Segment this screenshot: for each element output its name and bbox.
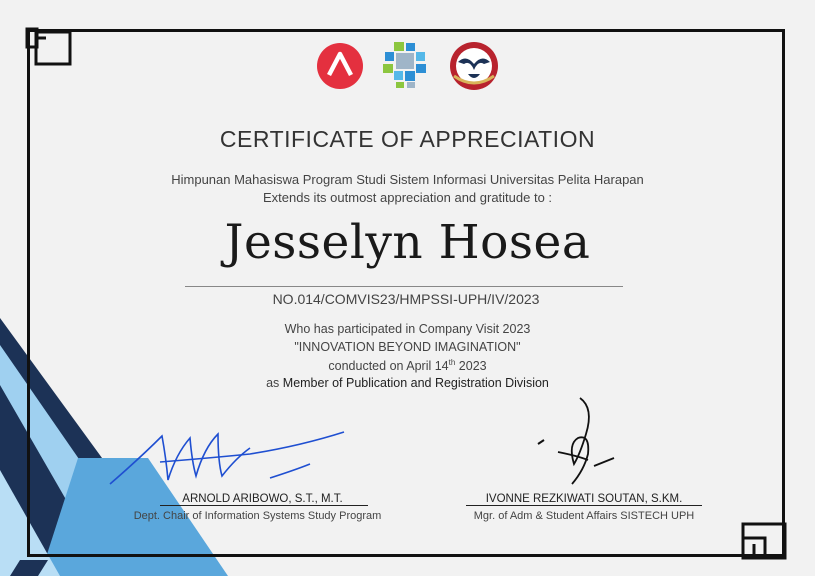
bottom-right-corner-ornament: [740, 520, 790, 562]
certificate-number: NO.014/COMVIS23/HMPSSI-UPH/IV/2023: [272, 291, 540, 307]
top-left-corner-ornament: [24, 26, 74, 68]
role-line: [0, 376, 815, 390]
date-prefix: conducted on April 14: [328, 359, 449, 374]
date-line: [0, 358, 815, 373]
event-theme: "INNOVATION BEYOND IMAGINATION": [294, 340, 521, 354]
extends-line: Extends its outmost appreciation and gratitude to :: [262, 190, 553, 205]
certificate-title: CERTIFICATE OF APPRECIATION: [219, 126, 596, 152]
eagle-shield-logo: [448, 40, 500, 92]
right-signatory-title: Mgr. of Adm & Student Affairs SISTECH UPH: [473, 510, 695, 522]
right-signature-scribble: [528, 394, 628, 494]
date-year: 2023: [455, 359, 487, 374]
left-signatory-title: Dept. Chair of Information Systems Study Program: [133, 510, 382, 522]
date-suffix: th: [448, 358, 456, 367]
left-signature-scribble: [100, 418, 360, 498]
right-signature-line: [466, 505, 702, 506]
name-divider: [185, 286, 623, 287]
role-prefix: as: [266, 376, 283, 390]
left-signature-line: [160, 505, 368, 506]
organization-line: Himpunan Mahasiswa Program Studi Sistem Informasi Universitas Pelita Harapan: [171, 172, 644, 187]
right-signatory-name: IVONNE REZKIWATI SOUTAN, S.KM.: [485, 493, 683, 505]
left-signatory-name: ARNOLD ARIBOWO, S.T., M.T.: [182, 493, 343, 505]
recipient-name: Jesselyn Hosea: [224, 215, 591, 270]
role-text: Member of Publication and Registration Division: [282, 376, 549, 390]
red-a-logo: [315, 41, 365, 91]
mosaic-cube-logo: [380, 40, 430, 90]
participation-line: Who has participated in Company Visit 2023: [284, 322, 531, 336]
